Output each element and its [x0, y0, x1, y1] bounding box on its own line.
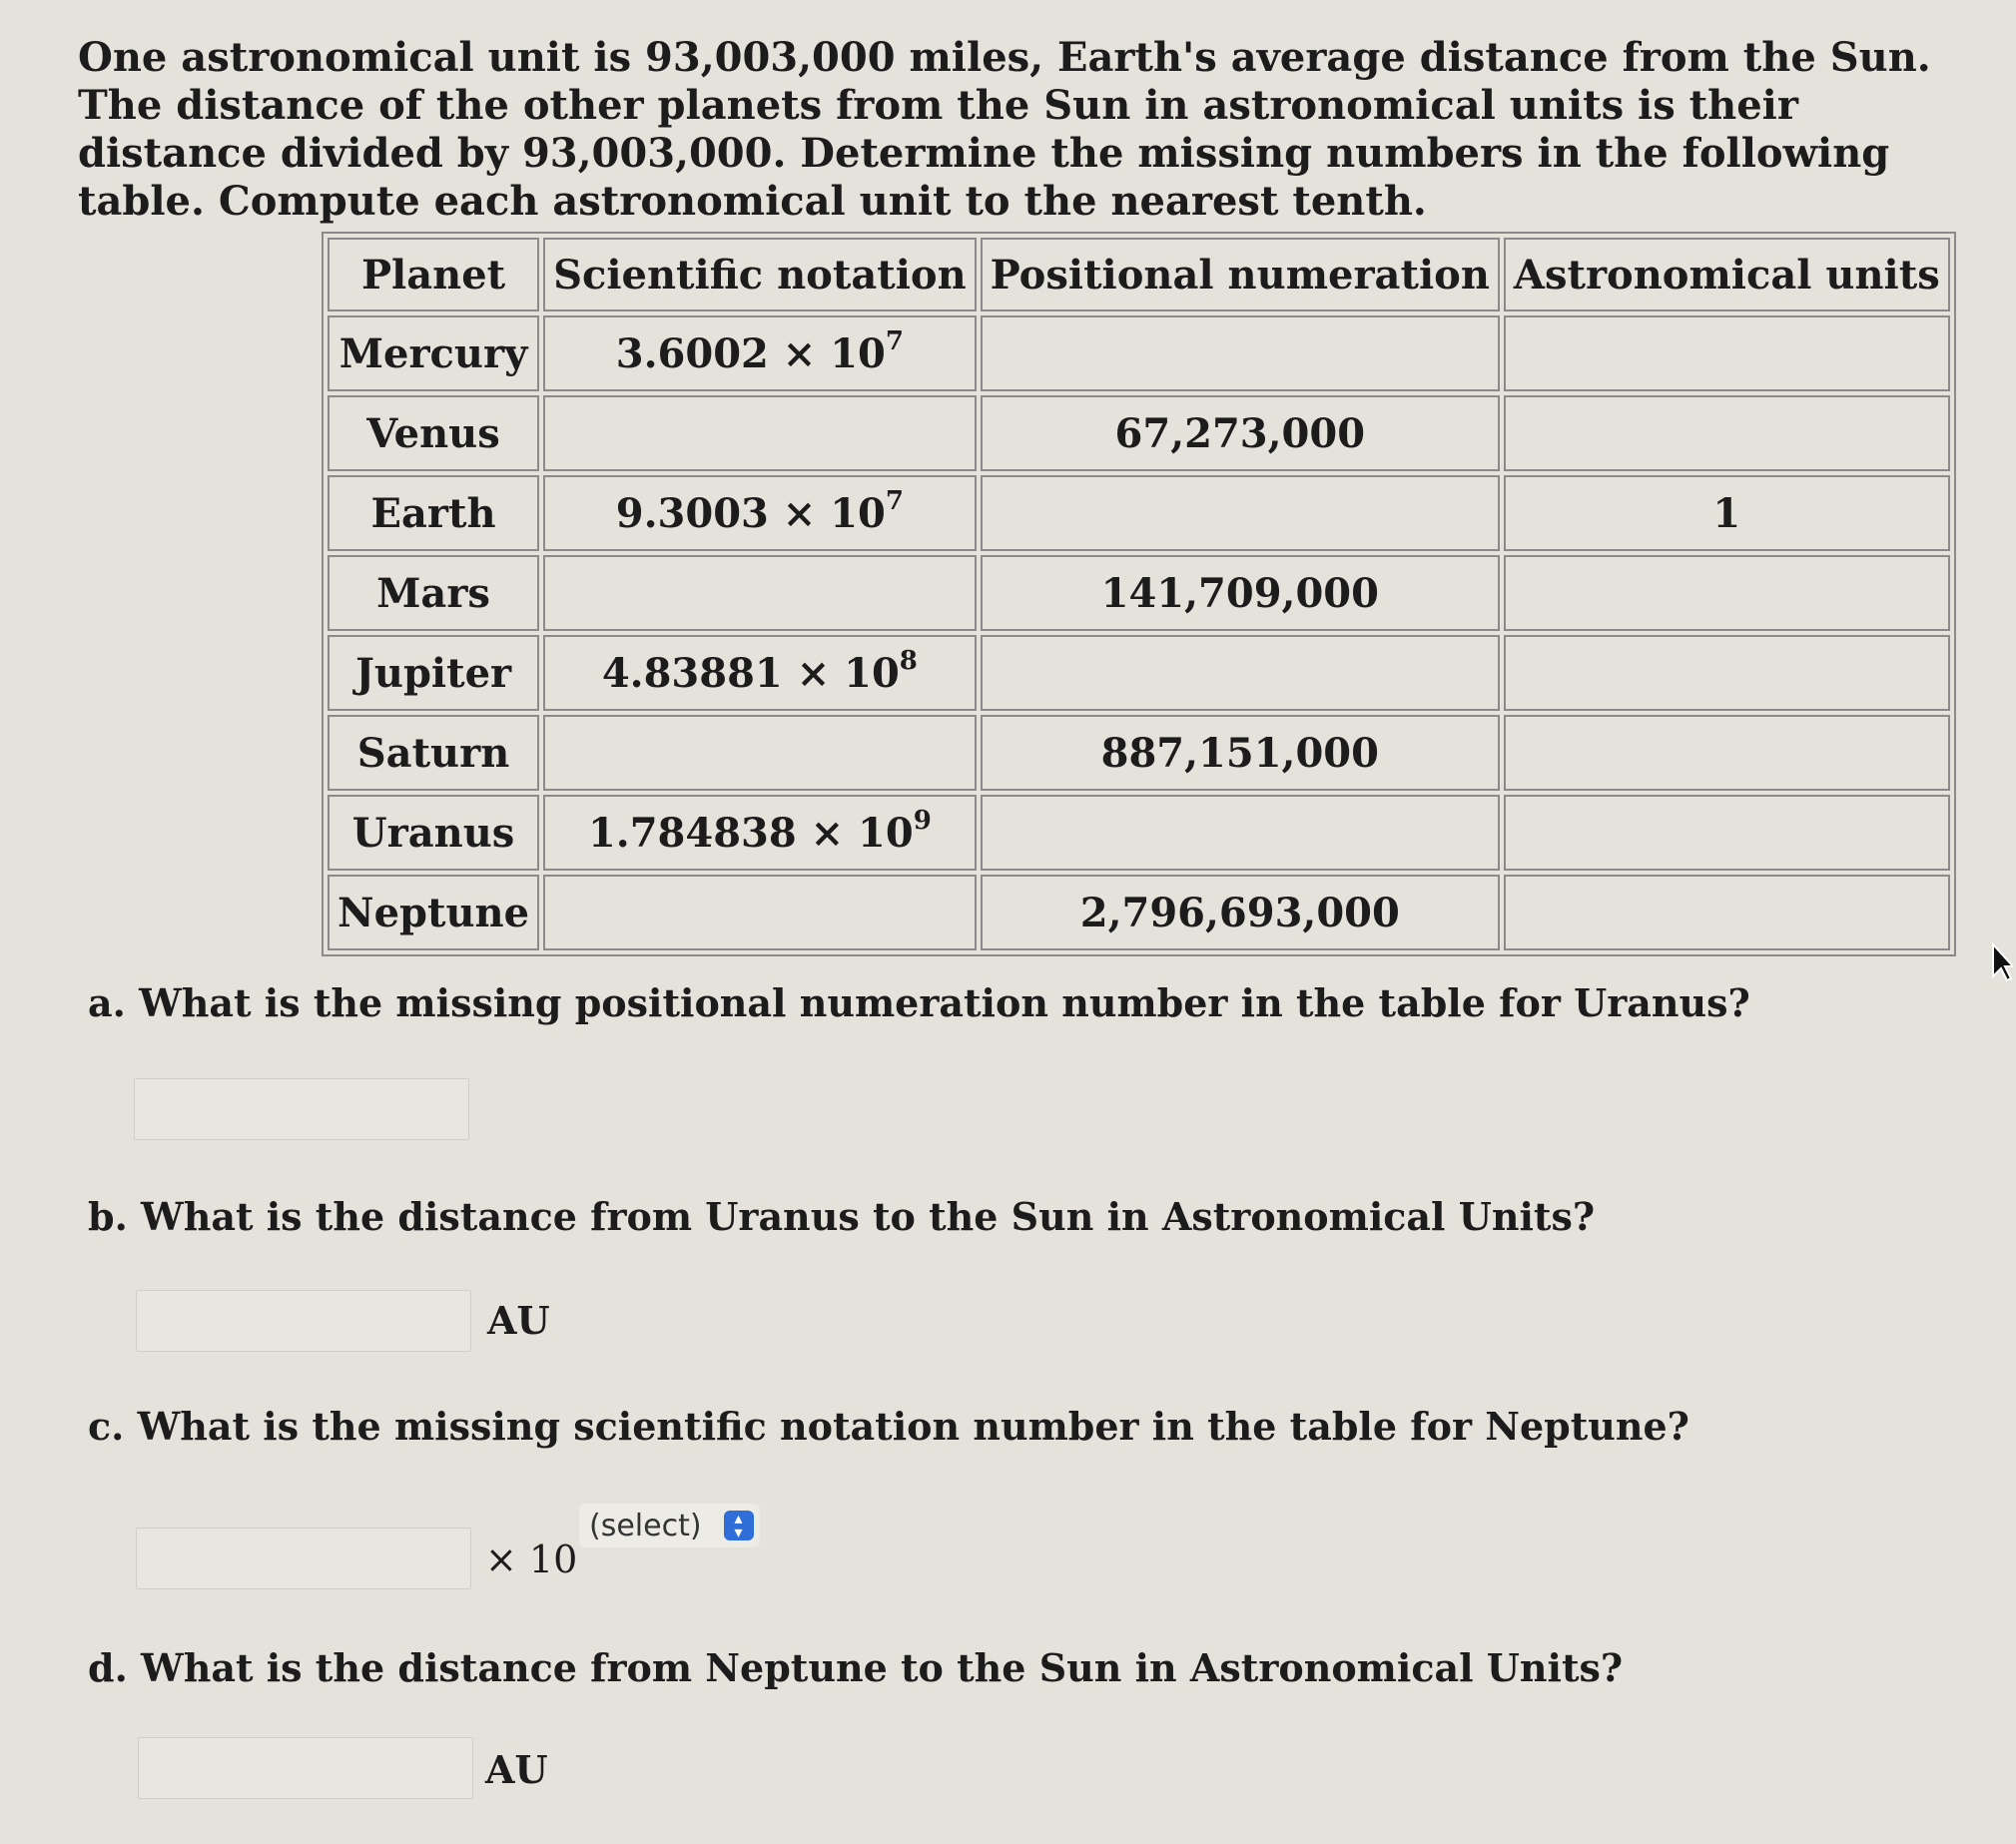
positional-cell: 67,273,000 — [981, 395, 1500, 471]
header-positional-numeration: Positional numeration — [981, 238, 1500, 311]
sci-exponent: 7 — [885, 485, 904, 516]
au-cell: 1 — [1504, 475, 1950, 551]
table-row — [328, 875, 1950, 950]
chevron-up-down-icon: ▴ ▾ — [724, 1511, 754, 1540]
problem-prompt: One astronomical unit is 93,003,000 miles, Earth's average distance from the Sun. The distance of the other planets from the Sun in astronomical units is their distance divided by 93,003,000. Determine the missing numbers in the following table. Compute each astronomical unit to the nearest tenth. — [78, 34, 1931, 225]
sci-mantissa: 9.3003 × 10 — [615, 489, 886, 537]
planet-name: Saturn — [328, 715, 539, 791]
planet-name: Jupiter — [328, 635, 539, 711]
table-row — [328, 795, 1950, 871]
au-cell — [1504, 875, 1950, 950]
positional-cell — [981, 315, 1500, 391]
positional-cell: 887,151,000 — [981, 715, 1500, 791]
answer-c-mantissa-input[interactable] — [136, 1528, 471, 1589]
table-header-row — [328, 238, 1950, 311]
answer-b-input[interactable] — [136, 1290, 471, 1352]
planet-name: Mars — [328, 555, 539, 631]
positional-cell: 141,709,000 — [981, 555, 1500, 631]
positional-cell — [981, 475, 1500, 551]
scientific-notation-cell — [543, 635, 977, 711]
times-ten-label: × 10 — [485, 1537, 578, 1581]
exponent-select[interactable] — [579, 1504, 760, 1547]
mouse-pointer-icon — [1991, 942, 2013, 982]
answer-b-unit: AU — [487, 1298, 550, 1343]
planet-name: Neptune — [328, 875, 539, 950]
au-cell — [1504, 395, 1950, 471]
sci-exponent: 8 — [899, 645, 918, 676]
planet-name: Uranus — [328, 795, 539, 871]
planet-table — [322, 232, 1956, 956]
answer-d-unit: AU — [485, 1747, 548, 1792]
planet-name: Venus — [328, 395, 539, 471]
planet-name: Mercury — [328, 315, 539, 391]
scientific-notation-cell — [543, 875, 977, 950]
answer-a-input[interactable] — [134, 1078, 469, 1140]
au-cell — [1504, 555, 1950, 631]
scientific-notation-cell — [543, 555, 977, 631]
table-row — [328, 475, 1950, 551]
question-c: c. What is the missing scientific notation number in the table for Neptune? — [88, 1404, 1689, 1449]
scientific-notation-cell — [543, 475, 977, 551]
au-cell — [1504, 715, 1950, 791]
au-cell — [1504, 315, 1950, 391]
scientific-notation-cell — [543, 795, 977, 871]
positional-cell — [981, 635, 1500, 711]
table-row — [328, 555, 1950, 631]
scientific-notation-cell — [543, 395, 977, 471]
au-cell — [1504, 635, 1950, 711]
positional-cell — [981, 795, 1500, 871]
sci-exponent: 7 — [885, 325, 904, 356]
answer-d-input[interactable] — [138, 1737, 473, 1799]
header-planet: Planet — [328, 238, 539, 311]
exponent-select-value: (select) — [589, 1508, 702, 1543]
header-astronomical-units: Astronomical units — [1504, 238, 1950, 311]
sci-mantissa: 3.6002 × 10 — [615, 329, 886, 377]
scientific-notation-cell — [543, 715, 977, 791]
positional-cell: 2,796,693,000 — [981, 875, 1500, 950]
sci-mantissa: 1.784838 × 10 — [587, 809, 914, 857]
au-cell — [1504, 795, 1950, 871]
question-a: a. What is the missing positional numeration number in the table for Uranus? — [88, 980, 1750, 1025]
table-row — [328, 395, 1950, 471]
scientific-notation-cell — [543, 315, 977, 391]
table-row — [328, 715, 1950, 791]
table-row — [328, 635, 1950, 711]
header-scientific-notation: Scientific notation — [543, 238, 977, 311]
question-b: b. What is the distance from Uranus to the Sun in Astronomical Units? — [88, 1194, 1596, 1239]
question-d: d. What is the distance from Neptune to the Sun in Astronomical Units? — [88, 1645, 1624, 1690]
sci-exponent: 9 — [913, 805, 932, 836]
table-row — [328, 315, 1950, 391]
planet-name: Earth — [328, 475, 539, 551]
sci-mantissa: 4.83881 × 10 — [601, 649, 900, 697]
